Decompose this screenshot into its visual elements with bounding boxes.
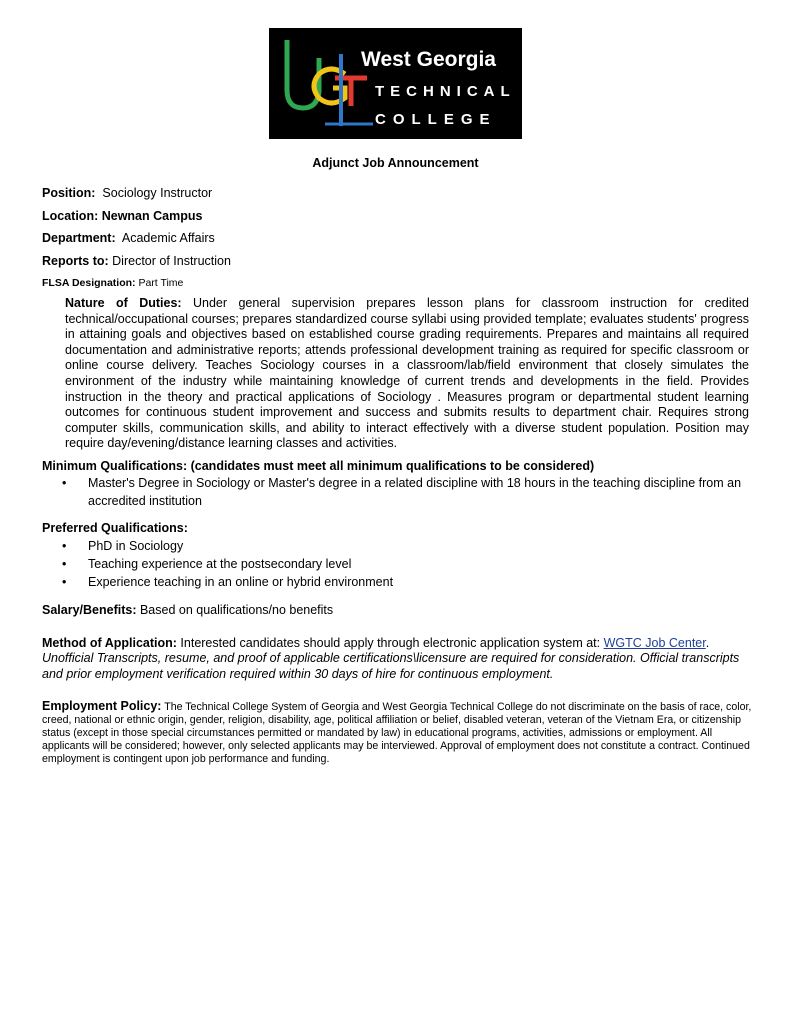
position-label: Position: xyxy=(42,186,96,200)
method-period: . xyxy=(705,636,710,650)
position-value: Sociology Instructor xyxy=(102,186,213,200)
employment-policy xyxy=(42,700,754,766)
preferred-qualifications-list xyxy=(62,537,393,591)
list-item-text: PhD in Sociology xyxy=(88,539,184,553)
logo-text-west-georgia: West Georgia xyxy=(361,48,496,71)
flsa-row xyxy=(42,277,183,289)
list-item xyxy=(62,573,393,591)
bullet-icon: • xyxy=(62,557,67,571)
duties-text: Under general supervision prepares lesson plans for classroom instruction for credited technical/occupational courses; prepares standardized course syllabi using provided template; evaluates students' progress in attaining goals and objectives based on established course grading requirements. Prepares and maintains all required documentation and administrative reports; attends professional development training as required for specific classroom or online course delivery. Teaches Sociology courses in a classroom/lab/field environment that closely simulates the environment of the industry while maintaining knowledge of current trends and developments in the field. Provides instruction in the theory and practical applications of Sociology . Measures program or departmental student learning outcomes for continuous student improvement and success and submits results to department chair. Requires strong computer skills, communication skills, and ability to interact effectively with a diverse student population. Position may require day/evening/distance learning classes and activities. xyxy=(65,296,749,451)
flsa-value: Part Time xyxy=(138,277,184,289)
college-logo-graphic xyxy=(269,28,522,139)
policy-text: The Technical College System of Georgia and West Georgia Technical College do not discriminate on the basis of race, color, creed, national or ethnic origin, gender, religion, disability, age, political affiliation or belief, disabled veteran, veteran of the Vietnam Era, or citizenship status (except in those special circumstances permitted or mandated by law) in educational programs, activities, admissions or employment. All applicants will be considered; however, only selected applicants may be interviewed. Approval of employment does not constitute a contract. Continued employment is contingent upon job performance and funding. xyxy=(42,701,752,765)
job-center-link[interactable]: WGTC Job Center xyxy=(603,636,706,650)
salary-row xyxy=(42,603,333,617)
location-row: Location: Newnan Campus xyxy=(42,209,203,223)
department-row xyxy=(42,231,215,245)
salary-label: Salary/Benefits: xyxy=(42,603,137,617)
reports-row xyxy=(42,254,231,268)
minimum-qualifications-list xyxy=(62,474,742,510)
page-title: Adjunct Job Announcement xyxy=(312,156,479,170)
list-item xyxy=(62,555,393,573)
method-label: Method of Application: xyxy=(42,636,177,650)
bullet-icon: • xyxy=(62,575,67,589)
list-item xyxy=(62,474,742,510)
department-value: Academic Affairs xyxy=(121,231,215,245)
reports-value: Director of Instruction xyxy=(112,254,231,268)
list-item xyxy=(62,537,393,555)
logo-text-college: COLLEGE xyxy=(375,111,497,128)
salary-value: Based on qualifications/no benefits xyxy=(139,603,334,617)
policy-label: Employment Policy: xyxy=(42,699,162,713)
department-label: Department: xyxy=(42,231,116,245)
duties-label: Nature of Duties: xyxy=(65,296,182,310)
preferred-qualifications-heading: Preferred Qualifications: xyxy=(42,521,188,535)
list-item-text: Teaching experience at the postsecondary level xyxy=(88,557,352,571)
flsa-label: FLSA Designation: xyxy=(42,277,136,289)
method-text: Interested candidates should apply through electronic application system at: xyxy=(180,636,601,650)
list-item-text: Master's Degree in Sociology or Master's degree in a related discipline with 18 hours in the teaching discipline from an accredited institution xyxy=(88,476,742,508)
method-of-application xyxy=(42,636,757,682)
minimum-qualifications-heading: Minimum Qualifications: (candidates must meet all minimum qualifications to be considered) xyxy=(42,459,595,473)
logo-text-technical: TECHNICAL xyxy=(375,83,516,100)
bullet-icon: • xyxy=(62,476,67,490)
list-item-text: Experience teaching in an online or hybrid environment xyxy=(88,575,394,589)
college-logo xyxy=(269,28,522,139)
position-row xyxy=(42,186,212,200)
logo-w-stroke xyxy=(287,40,319,108)
nature-of-duties xyxy=(65,296,749,452)
bullet-icon: • xyxy=(62,539,67,553)
reports-label: Reports to: xyxy=(42,254,109,268)
method-requirements: Unofficial Transcripts, resume, and proof of applicable certifications\licensure are required for consideration. Official transcripts and prior employment verification required within 30 days of hire for continuous employment. xyxy=(42,651,740,681)
